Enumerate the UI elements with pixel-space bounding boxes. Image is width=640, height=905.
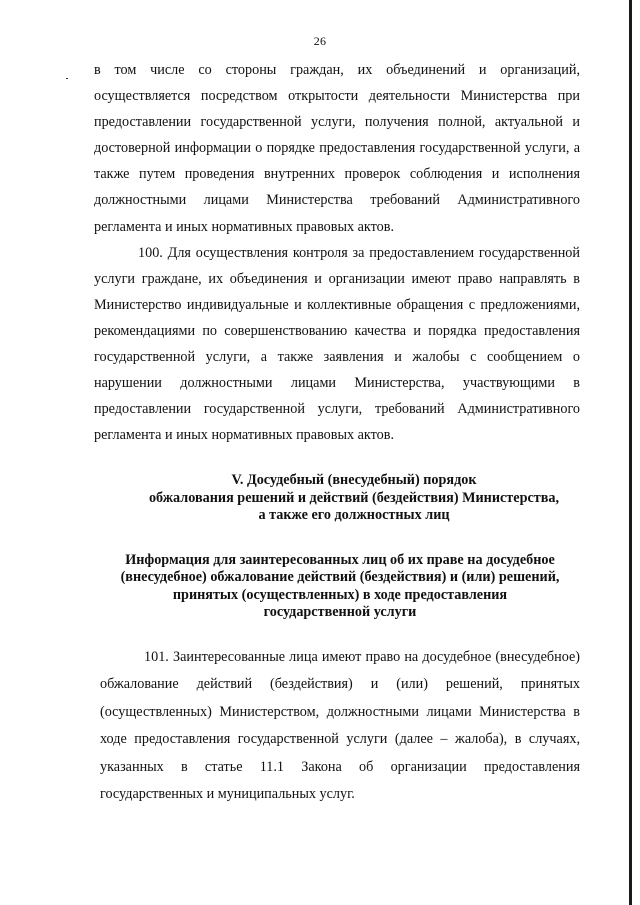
section-heading-line-2: обжалования решений и действий (бездействия) Министерства,	[148, 489, 560, 506]
subsection-heading-line-3: принятых (осуществленных) в ходе предоставления	[172, 586, 508, 603]
scan-speck	[66, 78, 68, 79]
document-body	[94, 57, 580, 809]
subsection-heading-line-2: (внесудебное) обжалование действий (бездействия) и (или) решений,	[120, 569, 560, 586]
section-heading-line-3: а также его должностных лиц	[258, 507, 450, 524]
paragraph-continuation: в том числе со стороны граждан, их объединений и организаций, осуществляется посредством открытости деятельности Министерства при предоставлении государственной услуги, получения полной, актуальной и достоверной информации о порядке предоставления государственной услуги, а также путем проведения внутренних проверок соблюдения и исполнения должностными лицами Министерства требований Административного регламента и иных нормативных правовых актов.	[94, 62, 580, 235]
subsection-heading-line-1: Информация для заинтересованных лиц об их праве на досудебное	[125, 551, 555, 568]
paragraph-101: 101. Заинтересованные лица имеют право на досудебное (внесудебное) обжалование действий (бездействия) и (или) решений, принятых (осуществленных) Министерством, должностными лицами Министерства в ходе предоставления государственной услуги (далее – жалоба), в случаях, указанных в статье 11.1 Закона об организации предоставления государственных и муниципальных услуг.	[100, 648, 580, 803]
section-heading	[94, 472, 580, 525]
page-number: 26	[313, 34, 327, 48]
subsection-heading-line-4: государственной услуги	[263, 604, 417, 621]
subsection-heading	[94, 552, 580, 622]
paragraph-100: 100. Для осуществления контроля за предоставлением государственной услуги граждане, их объединения и организации имеют право направлять в Министерство индивидуальные и коллективные обращения с предложениями, рекомендациями по совершенствованию качества и порядка предоставления государственной услуги, а также заявления и жалобы с сообщением о нарушении должностными лицами Министерства, участвующими в предоставлении государственной услуги, требований Административного регламента и иных нормативных правовых актов.	[94, 244, 580, 444]
section-heading-line-1: V. Досудебный (внесудебный) порядок	[231, 472, 477, 489]
